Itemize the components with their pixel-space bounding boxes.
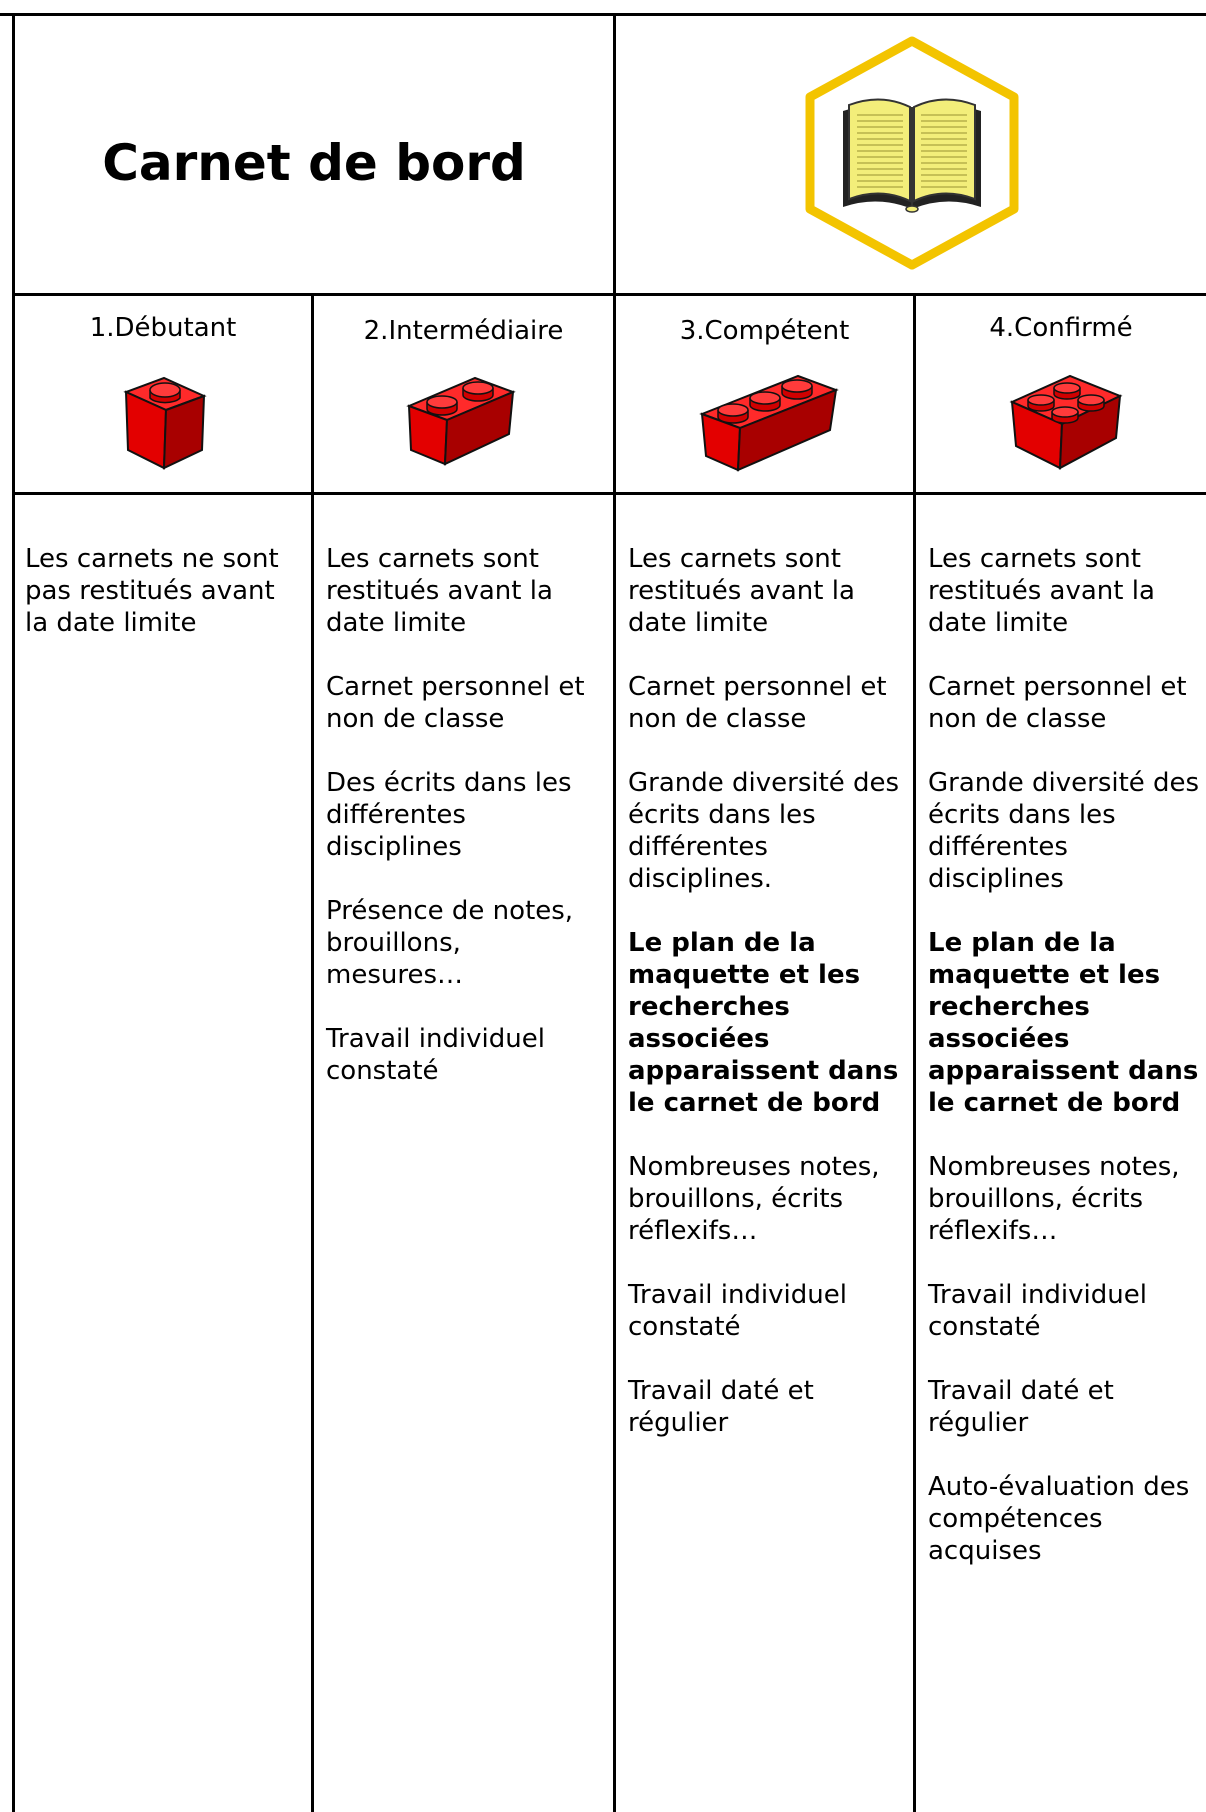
level-3-title: 3.Compétent bbox=[679, 316, 850, 346]
criterion: Grande diversité des écrits dans les différentes disciplines bbox=[928, 768, 1200, 894]
level-1-criteria bbox=[25, 543, 303, 671]
lego-brick-4-stud-icon bbox=[1008, 368, 1124, 472]
lego-brick-2-stud-icon bbox=[405, 372, 517, 468]
criterion: Présence de notes, brouillons, mesures… bbox=[326, 896, 574, 990]
criterion: Les carnets sont restitués avant la date limite bbox=[928, 544, 1155, 638]
level-4-title: 4.Confirmé bbox=[989, 313, 1133, 343]
criterion: Travail individuel constaté bbox=[628, 1280, 847, 1342]
row-divider-1 bbox=[12, 293, 1206, 296]
criterion-highlighted: Le plan de la maquette et les recherches associées apparaissent dans le carnet de bord bbox=[628, 928, 899, 1118]
table-border-top bbox=[0, 13, 1206, 16]
level-3-criteria bbox=[628, 543, 908, 1471]
criterion: Travail individuel constaté bbox=[928, 1280, 1147, 1342]
column-divider-3 bbox=[913, 293, 916, 1812]
criterion: Travail daté et régulier bbox=[928, 1376, 1114, 1438]
level-4-criteria bbox=[928, 543, 1204, 1599]
lego-brick-1-stud-icon bbox=[120, 372, 210, 472]
criterion-highlighted: Le plan de la maquette et les recherches associées apparaissent dans le carnet de bord bbox=[928, 928, 1199, 1118]
level-1-title: 1.Débutant bbox=[89, 313, 237, 343]
row-divider-2 bbox=[12, 492, 1206, 495]
criterion: Travail daté et régulier bbox=[628, 1376, 814, 1438]
header-divider bbox=[613, 13, 616, 1812]
book-in-yellow-hexagon-icon bbox=[803, 35, 1021, 271]
criterion: Nombreuses notes, brouillons, écrits réflexifs… bbox=[928, 1152, 1180, 1246]
criterion: Carnet personnel et non de classe bbox=[628, 672, 887, 734]
criterion: Carnet personnel et non de classe bbox=[928, 672, 1187, 734]
criterion: Auto-évaluation des compétences acquises bbox=[928, 1472, 1190, 1566]
criterion: Carnet personnel et non de classe bbox=[326, 672, 585, 734]
lego-brick-3-stud-icon bbox=[698, 370, 840, 474]
table-border-left bbox=[12, 13, 15, 1812]
criterion: Des écrits dans les différentes disciplines bbox=[326, 768, 572, 862]
criterion: Travail individuel constaté bbox=[326, 1024, 545, 1086]
criterion: Grande diversité des écrits dans les différentes disciplines. bbox=[628, 768, 900, 894]
criterion: Les carnets sont restitués avant la date limite bbox=[326, 544, 553, 638]
column-divider-1 bbox=[311, 293, 314, 1812]
criterion: Nombreuses notes, brouillons, écrits réflexifs… bbox=[628, 1152, 880, 1246]
page-title: Carnet de bord bbox=[102, 134, 526, 192]
level-2-title: 2.Intermédiaire bbox=[363, 316, 564, 346]
criterion: Les carnets ne sont pas restitués avant la date limite bbox=[25, 544, 279, 638]
level-2-criteria bbox=[326, 543, 606, 1119]
criterion: Les carnets sont restitués avant la date limite bbox=[628, 544, 855, 638]
